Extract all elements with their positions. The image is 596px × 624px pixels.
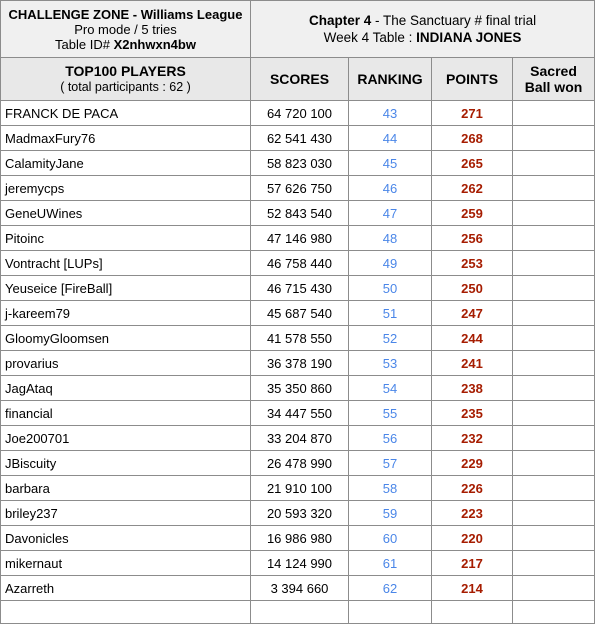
empty-row: [1, 601, 595, 624]
player-points: 250: [432, 276, 513, 301]
sacred-label: Sacred: [530, 63, 577, 79]
empty-cell: [349, 601, 432, 624]
empty-cell: [1, 601, 251, 624]
player-sacred-ball: [513, 476, 595, 501]
week-table: [251, 29, 594, 46]
player-ranking: 50: [349, 276, 432, 301]
player-ranking: 53: [349, 351, 432, 376]
player-ranking: 44: [349, 126, 432, 151]
player-ranking: 59: [349, 501, 432, 526]
player-sacred-ball: [513, 101, 595, 126]
player-name: mikernaut: [1, 551, 251, 576]
player-sacred-ball: [513, 351, 595, 376]
player-points: 223: [432, 501, 513, 526]
player-score: 34 447 550: [251, 401, 349, 426]
player-score: 16 986 980: [251, 526, 349, 551]
player-points: 220: [432, 526, 513, 551]
table-row: [1, 176, 595, 201]
chapter-number: Chapter 4: [308, 13, 372, 28]
chapter-title: [251, 12, 594, 29]
player-sacred-ball: [513, 451, 595, 476]
table-id-label: Table ID#: [55, 36, 114, 52]
player-sacred-ball: [513, 576, 595, 601]
player-name: JBiscuity: [1, 451, 251, 476]
player-score: 33 204 870: [251, 426, 349, 451]
table-row: [1, 576, 595, 601]
player-score: 64 720 100: [251, 101, 349, 126]
table-row: [1, 301, 595, 326]
player-sacred-ball: [513, 226, 595, 251]
player-score: 21 910 100: [251, 476, 349, 501]
player-points: 256: [432, 226, 513, 251]
week-label: Week 4 Table :: [323, 30, 417, 45]
player-ranking: 58: [349, 476, 432, 501]
player-name: Pitoinc: [1, 226, 251, 251]
player-ranking: 52: [349, 326, 432, 351]
player-score: 36 378 190: [251, 351, 349, 376]
player-name: Yeuseice [FireBall]: [1, 276, 251, 301]
player-points: 247: [432, 301, 513, 326]
player-rows: [1, 101, 595, 601]
player-score: 57 626 750: [251, 176, 349, 201]
player-name: Joe200701: [1, 426, 251, 451]
player-points: 238: [432, 376, 513, 401]
player-ranking: 48: [349, 226, 432, 251]
player-name: Vontracht [LUPs]: [1, 251, 251, 276]
players-title: TOP100 PLAYERS: [65, 63, 186, 79]
player-ranking: 45: [349, 151, 432, 176]
player-score: 47 146 980: [251, 226, 349, 251]
table-row: [1, 201, 595, 226]
chapter-info-cell: [251, 1, 595, 58]
player-points: 253: [432, 251, 513, 276]
player-sacred-ball: [513, 526, 595, 551]
table-row: [1, 326, 595, 351]
ranking-column-header: RANKING: [349, 58, 432, 101]
table-row: [1, 551, 595, 576]
table-row: [1, 101, 595, 126]
player-points: 271: [432, 101, 513, 126]
player-points: 262: [432, 176, 513, 201]
player-ranking: 54: [349, 376, 432, 401]
empty-cell: [251, 601, 349, 624]
table-row: [1, 126, 595, 151]
player-name: Azarreth: [1, 576, 251, 601]
empty-cell: [432, 601, 513, 624]
player-name: Davonicles: [1, 526, 251, 551]
player-score: 46 715 430: [251, 276, 349, 301]
player-sacred-ball: [513, 326, 595, 351]
player-points: 259: [432, 201, 513, 226]
player-points: 214: [432, 576, 513, 601]
player-ranking: 57: [349, 451, 432, 476]
player-name: provarius: [1, 351, 251, 376]
player-score: 20 593 320: [251, 501, 349, 526]
player-ranking: 56: [349, 426, 432, 451]
player-sacred-ball: [513, 151, 595, 176]
player-points: 241: [432, 351, 513, 376]
player-ranking: 47: [349, 201, 432, 226]
table-row: [1, 151, 595, 176]
player-score: 26 478 990: [251, 451, 349, 476]
points-column-header: POINTS: [432, 58, 513, 101]
player-sacred-ball: [513, 401, 595, 426]
player-score: 14 124 990: [251, 551, 349, 576]
player-name: FRANCK DE PACA: [1, 101, 251, 126]
player-ranking: 60: [349, 526, 432, 551]
league-info-cell: [1, 1, 251, 58]
player-score: 45 687 540: [251, 301, 349, 326]
table-row: [1, 451, 595, 476]
scores-column-header: SCORES: [251, 58, 349, 101]
player-ranking: 55: [349, 401, 432, 426]
player-score: 3 394 660: [251, 576, 349, 601]
player-name: barbara: [1, 476, 251, 501]
table-row: [1, 351, 595, 376]
table-row: [1, 476, 595, 501]
player-name: financial: [1, 401, 251, 426]
player-ranking: 62: [349, 576, 432, 601]
player-sacred-ball: [513, 126, 595, 151]
mode-info: Pro mode / 5 tries: [74, 21, 177, 37]
sacred-ball-column-header: [513, 58, 595, 101]
table-row: [1, 501, 595, 526]
player-score: 46 758 440: [251, 251, 349, 276]
player-points: 244: [432, 326, 513, 351]
table-row: [1, 426, 595, 451]
player-points: 229: [432, 451, 513, 476]
player-sacred-ball: [513, 426, 595, 451]
player-score: 58 823 030: [251, 151, 349, 176]
player-name: MadmaxFury76: [1, 126, 251, 151]
player-score: 62 541 430: [251, 126, 349, 151]
player-ranking: 61: [349, 551, 432, 576]
table-row: [1, 226, 595, 251]
player-sacred-ball: [513, 501, 595, 526]
participants-count: ( total participants : 62 ): [60, 80, 191, 94]
title-row: [1, 1, 595, 58]
player-score: 41 578 550: [251, 326, 349, 351]
table-row: [1, 526, 595, 551]
empty-cell: [513, 601, 595, 624]
player-ranking: 51: [349, 301, 432, 326]
column-header-row: [1, 58, 595, 101]
player-points: 235: [432, 401, 513, 426]
player-sacred-ball: [513, 301, 595, 326]
table-row: [1, 276, 595, 301]
player-name: GeneUWines: [1, 201, 251, 226]
player-sacred-ball: [513, 551, 595, 576]
player-sacred-ball: [513, 376, 595, 401]
player-name: GloomyGloomsen: [1, 326, 251, 351]
player-points: 226: [432, 476, 513, 501]
player-points: 232: [432, 426, 513, 451]
player-score: 52 843 540: [251, 201, 349, 226]
chapter-name: - The Sanctuary # final trial: [371, 13, 537, 28]
player-score: 35 350 860: [251, 376, 349, 401]
league-title: CHALLENGE ZONE - Williams League: [8, 6, 243, 22]
player-name: jeremycps: [1, 176, 251, 201]
player-sacred-ball: [513, 251, 595, 276]
table-id: [1, 37, 250, 52]
player-ranking: 49: [349, 251, 432, 276]
table-id-value: X2nhwxn4bw: [113, 36, 196, 52]
player-points: 265: [432, 151, 513, 176]
table-name: INDIANA JONES: [416, 30, 522, 45]
table-row: [1, 251, 595, 276]
player-name: j-kareem79: [1, 301, 251, 326]
player-sacred-ball: [513, 176, 595, 201]
player-name: briley237: [1, 501, 251, 526]
table-row: [1, 376, 595, 401]
players-column-header: [1, 58, 251, 101]
player-name: JagAtaq: [1, 376, 251, 401]
ball-won-label: Ball won: [524, 79, 583, 95]
player-ranking: 46: [349, 176, 432, 201]
player-points: 217: [432, 551, 513, 576]
player-ranking: 43: [349, 101, 432, 126]
player-sacred-ball: [513, 276, 595, 301]
player-sacred-ball: [513, 201, 595, 226]
player-points: 268: [432, 126, 513, 151]
table-row: [1, 401, 595, 426]
player-name: CalamityJane: [1, 151, 251, 176]
